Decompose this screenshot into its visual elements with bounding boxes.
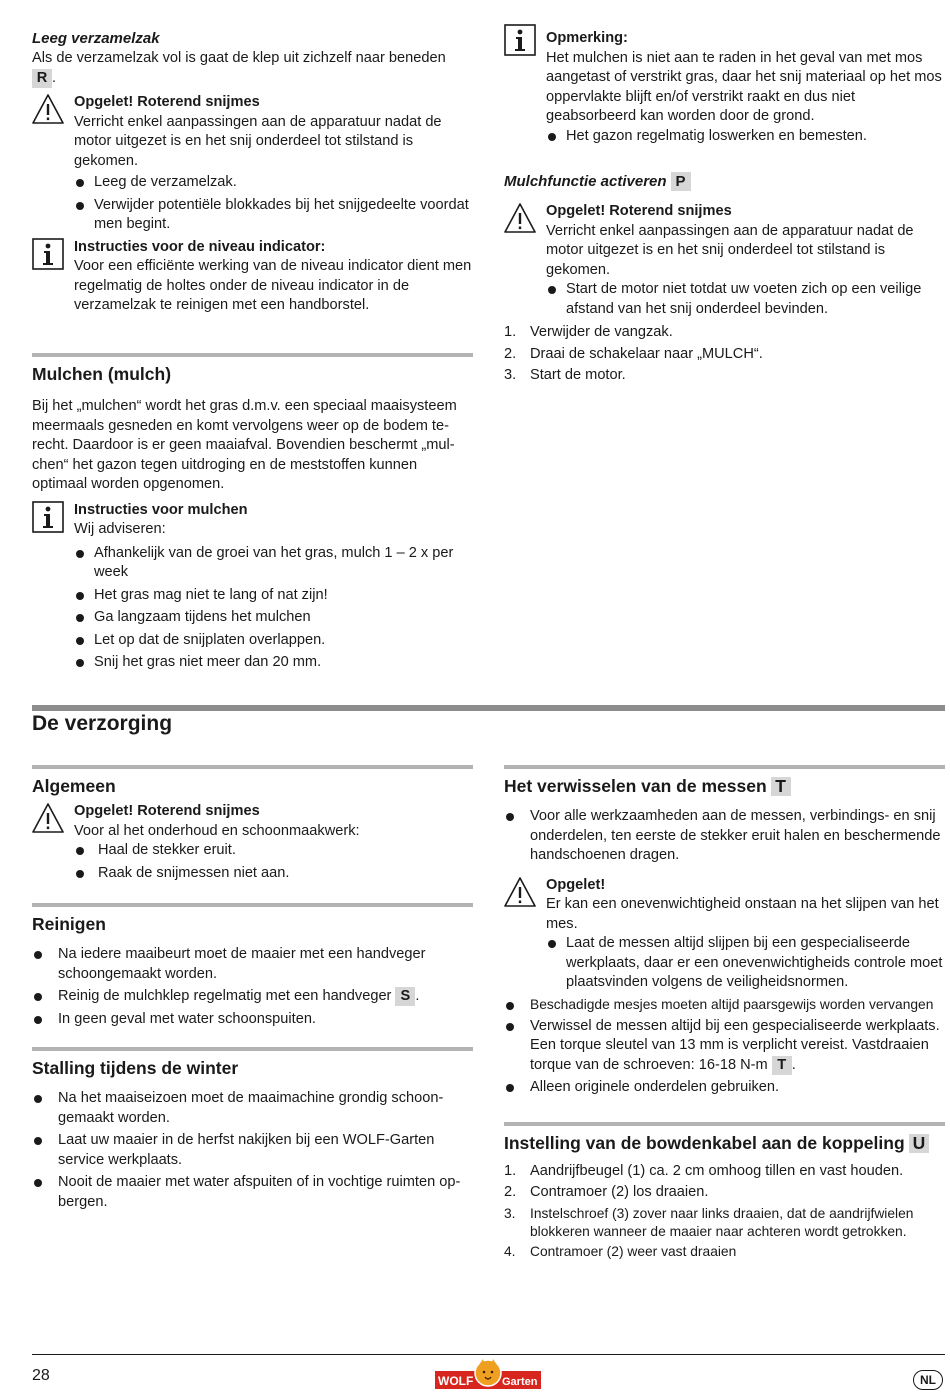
warning-text: Verricht enkel aanpassingen aan de apparatuur nadat de motor uitgezet is en het snij onderdeel tot stilstand is gekomen. — [74, 113, 442, 169]
key-r: R — [32, 69, 52, 88]
warning-icon — [32, 802, 64, 834]
mulchen-title: Mulchen (mulch) — [32, 364, 172, 384]
chapter-title: De verzorging — [32, 712, 173, 735]
left-bottom-column — [32, 765, 473, 1215]
page-number: 28 — [32, 1367, 50, 1384]
list-item: Afhankelijk van de groei van het gras, mulch 1 – 2 x per week — [74, 544, 473, 583]
algemeen-title: Algemeen — [32, 776, 116, 796]
warning-title: Opgelet! Roterend snijmes — [546, 203, 732, 219]
list-item: Ga langzaam tijdens het mulchen — [74, 608, 473, 628]
logo-text-right: Garten — [502, 1376, 538, 1388]
list-item: Verwissel de messen altijd bij een gespecialiseerde werkplaats. Een torque sleutel van 13 mm is verplicht vereist. Vastdraaien torque van de schroeven: 16-18 N-m T . — [504, 1017, 945, 1076]
list-item: 3. Start de motor. — [504, 367, 626, 383]
warning-box-2 — [504, 202, 945, 319]
stalling-title: Stalling tijdens de winter — [32, 1058, 239, 1078]
bowden-steps — [504, 1162, 945, 1261]
reinigen-list — [32, 945, 473, 1029]
mulch-steps — [504, 323, 945, 386]
section-divider — [504, 1122, 945, 1126]
warning-list — [74, 173, 473, 235]
logo-fox-icon — [475, 1360, 501, 1386]
leeg-title: Leeg verzamelzak — [32, 30, 160, 47]
reinigen-title: Reinigen — [32, 914, 106, 934]
section-divider — [32, 903, 473, 907]
list-item: Laat uw maaier in de herfst nakijken bij een WOLF-Garten service werkplaats. — [32, 1131, 473, 1170]
info-title: Instructies voor mulchen — [74, 501, 248, 518]
note-text: Het mulchen is niet aan te raden in het geval van met mos aangetast of verstrikt gras, daar het snij materiaal op het mos oppervlakte blijft en/of verstrikt raakt en dus niet geabsorbeerd kan worden door de grond. — [546, 49, 942, 124]
info-box-1 — [32, 238, 473, 316]
key-u: U — [909, 1134, 930, 1153]
key-t-2: T — [772, 1056, 792, 1075]
list-item: 2. Draai de schakelaar naar „MULCH“. — [504, 345, 763, 362]
note-title: Opmerking: — [546, 30, 628, 46]
section-divider — [32, 1047, 473, 1051]
note-box — [504, 29, 945, 146]
wolf-garten-logo — [435, 1357, 541, 1391]
list-item: Reinig de mulchklep regelmatig met een handveger S . — [32, 987, 473, 1007]
list-item: Let op dat de snijplaten overlappen. — [74, 631, 473, 651]
list-item: Haal de stekker eruit. — [74, 841, 473, 861]
logo-text-left: WOLF — [438, 1374, 474, 1388]
warning-text: Voor al het onderhoud en schoonmaakwerk: — [74, 822, 360, 839]
key-p: P — [671, 172, 691, 191]
list-item: Alleen originele onderdelen gebruiken. — [504, 1078, 945, 1098]
section-divider — [32, 353, 473, 357]
warning-text: Verricht enkel aanpassingen aan de apparatuur nadat de motor uitgezet is en het snij onderdeel tot stilstand is gekomen. — [546, 222, 914, 278]
list-item: Het gazon regelmatig loswerken en bemesten. — [546, 127, 945, 147]
section-divider — [32, 765, 473, 769]
language-badge: NL — [913, 1370, 943, 1390]
list-item: Nooit de maaier met water afspuiten of in vochtige ruimten opbergen. — [32, 1173, 473, 1212]
info-icon — [32, 238, 64, 270]
list-item: 1. Verwijder de vangzak. — [504, 324, 673, 340]
list-item: Na het maaiseizoen moet de maaimachine grondig schoongemaakt worden. — [32, 1089, 473, 1128]
key-t: T — [771, 777, 791, 796]
warning-box-3 — [32, 802, 473, 883]
chapter-divider — [32, 705, 945, 711]
leeg-text: Als de verzamelzak vol is gaat de klep uit zichzelf naar beneden R . — [32, 50, 446, 86]
warning-title: Opgelet! — [546, 876, 606, 893]
list-item: In geen geval met water schoonspuiten. — [32, 1010, 473, 1030]
warning-list — [74, 841, 473, 883]
info-icon — [32, 501, 64, 533]
list-item: Snij het gras niet meer dan 20 mm. — [74, 653, 473, 673]
list-item: Voor alle werkzaamheden aan de messen, verbindings- en snij onderdelen, ten eerste de stekker eruit halen en beschermende handschoenen dragen. — [504, 807, 945, 866]
note-list — [546, 127, 945, 147]
stalling-list — [32, 1089, 473, 1212]
mulchen-section — [32, 353, 473, 676]
list-item: Beschadigde mesjes moeten altijd paarsgewijs worden vervangen — [504, 996, 945, 1014]
messen-list-2 — [504, 996, 945, 1098]
info-text: Wij adviseren: — [74, 521, 166, 537]
messen-list-1 — [504, 807, 945, 866]
warning-text: Er kan een onevenwichtigheid onstaan na het slijpen van het mes. — [546, 896, 939, 932]
key-s: S — [395, 987, 415, 1006]
bowden-title: Instelling van de bowdenkabel aan de koppeling U — [504, 1132, 945, 1154]
list-item: Verwijder potentiële blokkades bij het snijgedeelte voordat men begint. — [74, 196, 473, 235]
list-item: 4. Contramoer (2) weer vast draaien — [504, 1243, 737, 1259]
list-item: Na iedere maaibeurt moet de maaier met een handveger schoongemaakt worden. — [32, 945, 473, 984]
warning-box-4 — [504, 876, 945, 993]
list-item: 3. Instelschroef (3) zover naar links draaien, dat de aandrijfwielen blokkeren wanneer de maaier naar achteren wordt getrokken. — [504, 1205, 914, 1239]
mulchfunctie-title: Mulchfunctie activeren P — [504, 172, 945, 192]
warning-icon — [504, 202, 536, 234]
warning-icon — [504, 876, 536, 908]
left-top-column — [32, 29, 473, 316]
list-item: Laat de messen altijd slijpen bij een gespecialiseerde werkplaats, daar er een onevenwichtigheids controle moet plaatsvinden volgens de veiligheidsnormen. — [546, 934, 945, 993]
right-top-column — [504, 29, 945, 388]
list-item: Raak de snijmessen niet aan. — [74, 864, 473, 884]
warning-list — [546, 280, 945, 319]
list-item: Start de motor niet totdat uw voeten zich op een veilige afstand van het snij onderdeel bevinden. — [546, 280, 945, 319]
warning-title: Opgelet! Roterend snijmes — [74, 94, 260, 110]
list-item: Het gras mag niet te lang of nat zijn! — [74, 586, 473, 606]
info-icon — [504, 24, 536, 56]
mulchen-text: Bij het „mulchen“ wordt het gras d.m.v. een speciaal maaisysteem meermaals gesneden en komt vervolgens weer op de bodem terecht. Daardoor is er geen maaiafval. Bovendien beschermt „mulchen“ het gazon tegen uitdroging en de meststoffen kunnen optimaal worden opgenomen. — [32, 398, 457, 492]
messen-title: Het verwisselen van de messen T — [504, 775, 945, 797]
info-text: Voor een efficiënte werking van de niveau indicator dient men regelmatig de holtes onder de niveau indicator in de verzamelzak te reinigen met een handborstel. — [74, 258, 472, 313]
right-bottom-column — [504, 765, 945, 1263]
footer-divider — [32, 1354, 945, 1355]
info-title: Instructies voor de niveau indicator: — [74, 238, 326, 255]
warning-list — [546, 934, 945, 993]
list-item: Leeg de verzamelzak. — [74, 173, 473, 193]
info-box-2 — [32, 501, 473, 673]
warning-title: Opgelet! Roterend snijmes — [74, 803, 260, 819]
list-item: 2. Contramoer (2) los draaien. — [504, 1184, 709, 1200]
list-item: 1. Aandrijfbeugel (1) ca. 2 cm omhoog tillen en vast houden. — [504, 1162, 904, 1179]
warning-box-1 — [32, 93, 473, 235]
warning-icon — [32, 93, 64, 125]
section-divider — [504, 765, 945, 769]
info-list — [74, 544, 473, 673]
